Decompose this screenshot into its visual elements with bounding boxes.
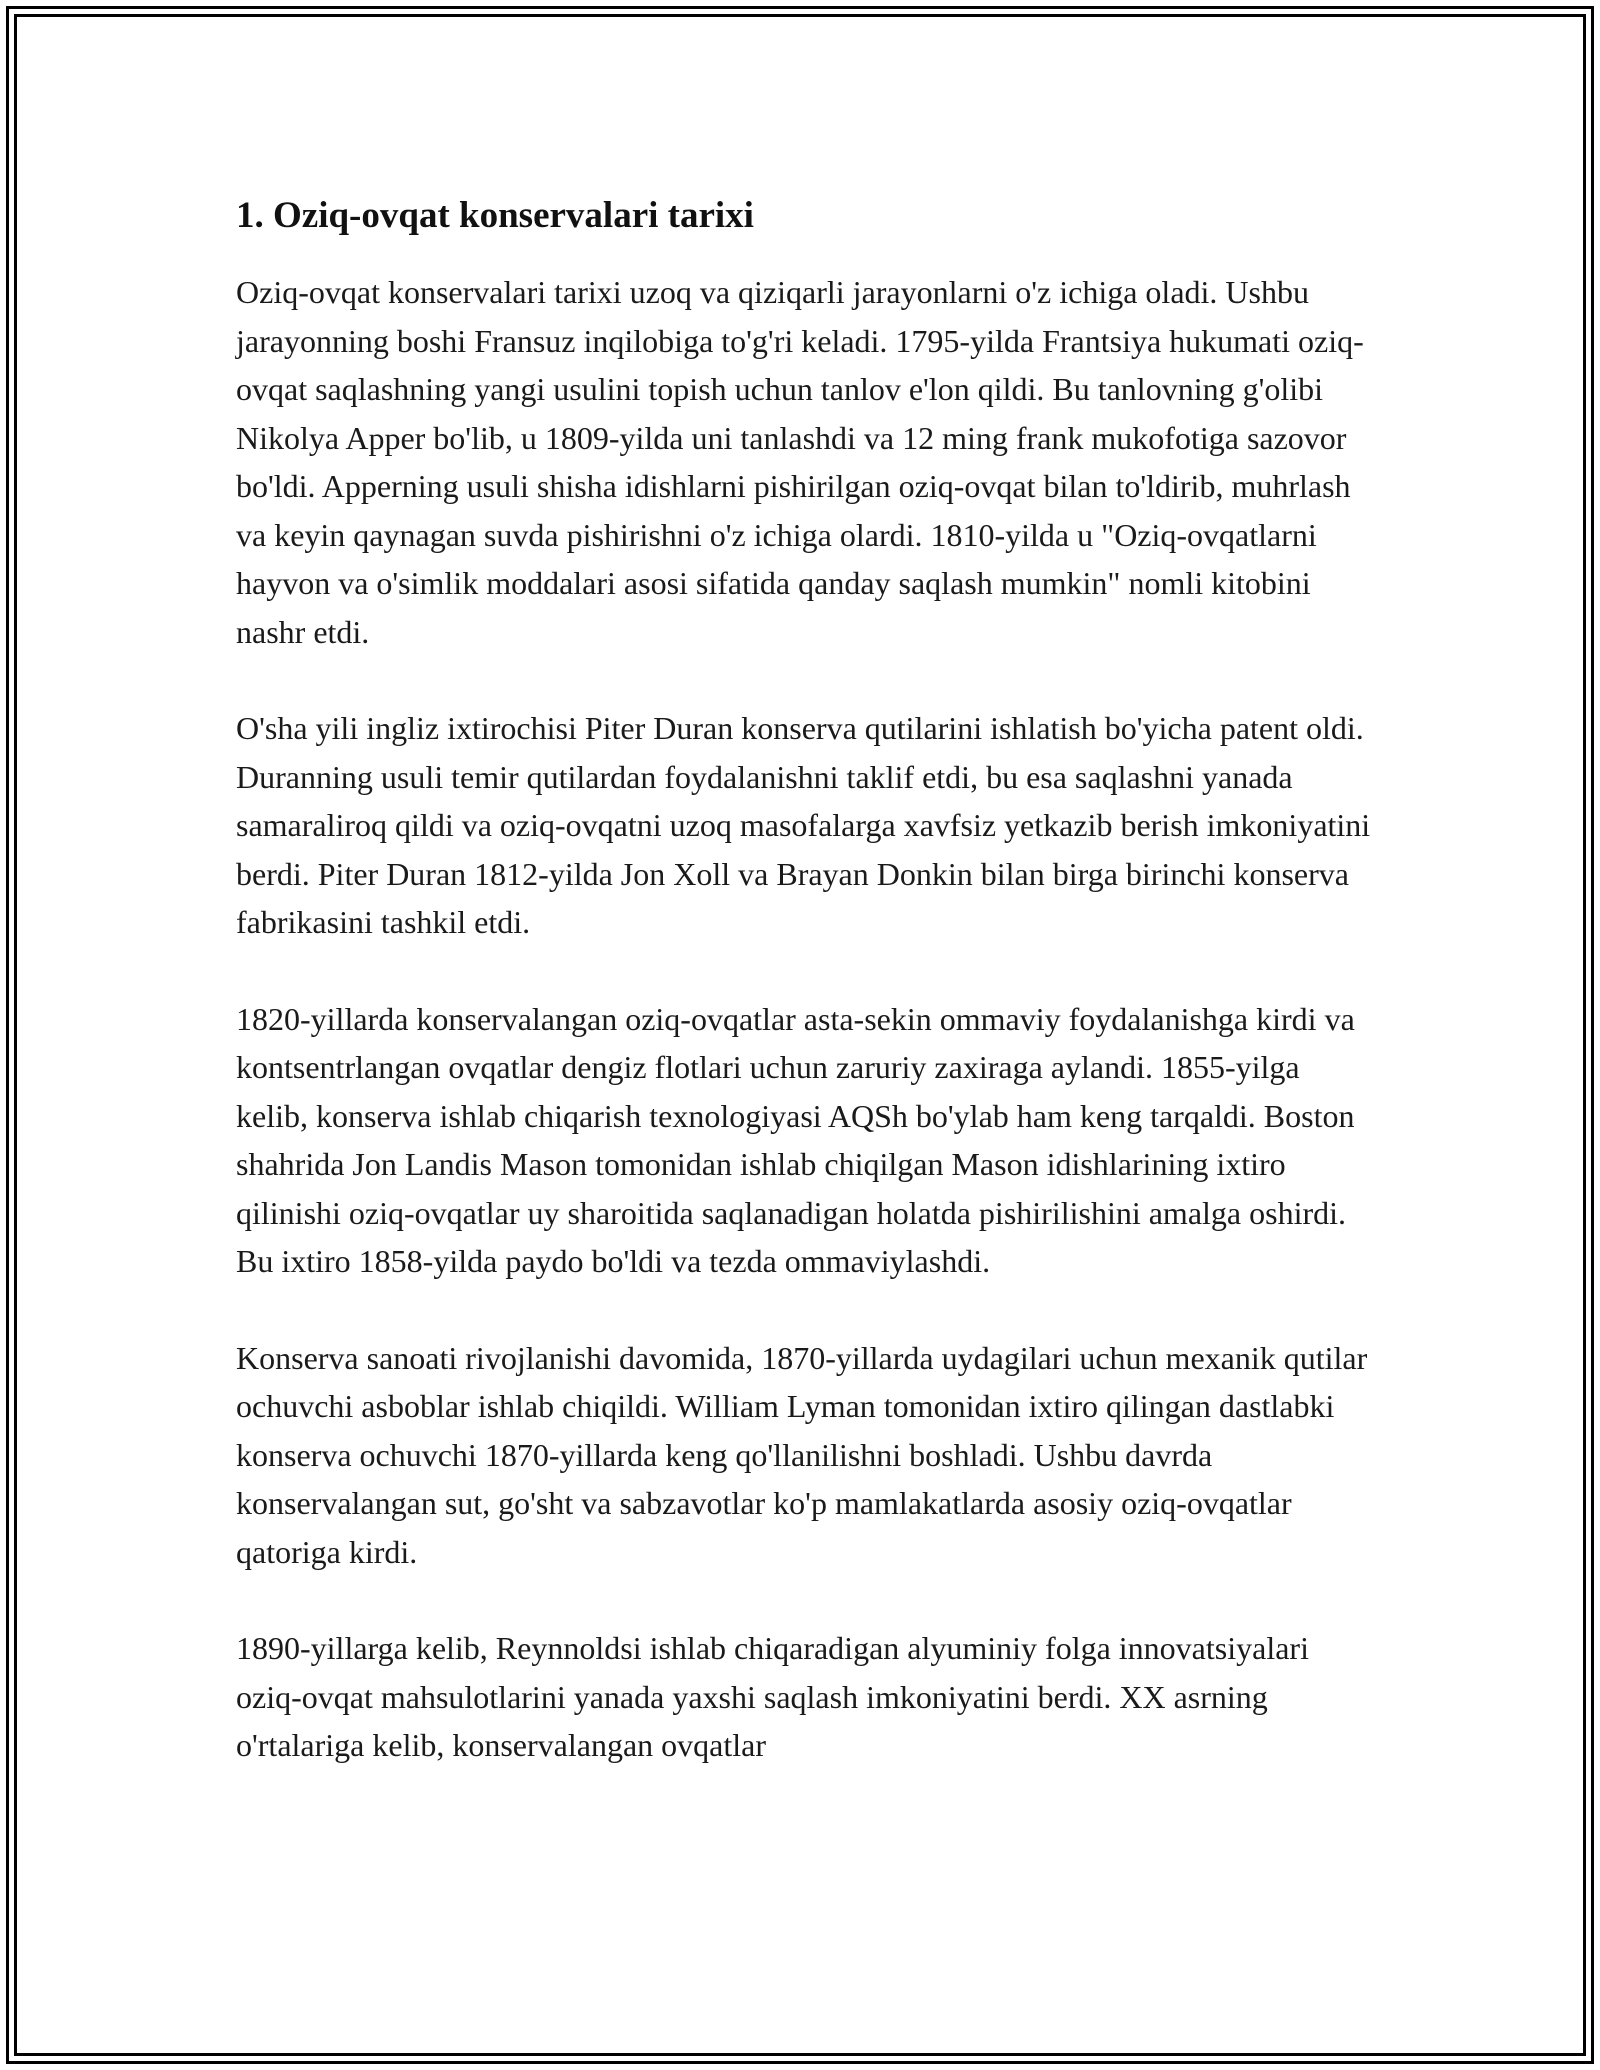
paragraph-2: O'sha yili ingliz ixtirochisi Piter Duran konserva qutilarini ishlatish bo'yicha patent oldi. Duranning usuli temir qutilardan foydalanishni taklif etdi, bu esa saqlashni yanada samaraliroq qildi va oziq-ovqatni uzoq masofalarga xavfsiz yetkazib berish imkoniyatini berdi. Piter Duran 1812-yilda Jon Xoll va Brayan Donkin bilan birga birinchi konserva fabrikasini tashkil etdi. — [236, 710, 1371, 940]
section-title: 1. Oziq-ovqat konservalari tarixi — [236, 195, 754, 236]
paragraph-3: 1820-yillarda konservalangan oziq-ovqatlar asta-sekin ommaviy foydalanishga kirdi va kontsentrlangan ovqatlar dengiz flotlari uchun zaruriy zaxiraga aylandi. 1855-yilga kelib, konserva ishlab chiqarish texnologiyasi AQSh bo'ylab ham keng tarqaldi. Boston shahrida Jon Landis Mason tomonidan ishlab chiqilgan Mason idishlarining ixtiro qilinishi oziq-ovqatlar uy sharoitida saqlanadigan holatda pishirilishini amalga oshirdi. Bu ixtiro 1858-yilda paydo bo'ldi va tezda ommaviylashdi. — [236, 1000, 1355, 1279]
paragraph-1: Oziq-ovqat konservalari tarixi uzoq va qiziqarli jarayonlarni o'z ichiga oladi. Ushbu jarayonning boshi Fransuz inqilobiga to'g'ri keladi. 1795-yilda Frantsiya hukumati oziq-ovqat saqlashning yangi usulini topish uchun tanlov e'lon qildi. Bu tanlovning g'olibi Nikolya Apper bo'lib, u 1809-yilda uni tanlashdi va 12 ming frank mukofotiga sazovor bo'ldi. Apperning usuli shisha idishlarni pishirilgan oziq-ovqat bilan to'ldirib, muhrlash va keyin qaynagan suvda pishirishni o'z ichiga olardi. 1810-yilda u "Oziq-ovqatlarni hayvon va o'simlik moddalari asosi sifatida qanday saqlash mumkin" nomli kitobini nashr etdi. — [236, 274, 1364, 650]
paragraph-4: Konserva sanoati rivojlanishi davomida, 1870-yillarda uydagilari uchun mexanik qutilar ochuvchi asboblar ishlab chiqildi. William Lyman tomonidan ixtiro qilingan dastlabki konserva ochuvchi 1870-yillarda keng qo'llanilishni boshladi. Ushbu davrda konservalangan sut, go'sht va sabzavotlar ko'p mamlakatlarda asosiy oziq-ovqatlar qatoriga kirdi. — [236, 1339, 1368, 1570]
document-body — [236, 188, 1376, 1818]
paragraph-5: 1890-yillarga kelib, Reynnoldsi ishlab chiqaradigan alyuminiy folga innovatsiyalari oziq-ovqat mahsulotlarini yanada yaxshi saqlash imkoniyatini berdi. XX asrning o'rtalariga kelib, konservalangan ovqatlar — [236, 1630, 1309, 1763]
